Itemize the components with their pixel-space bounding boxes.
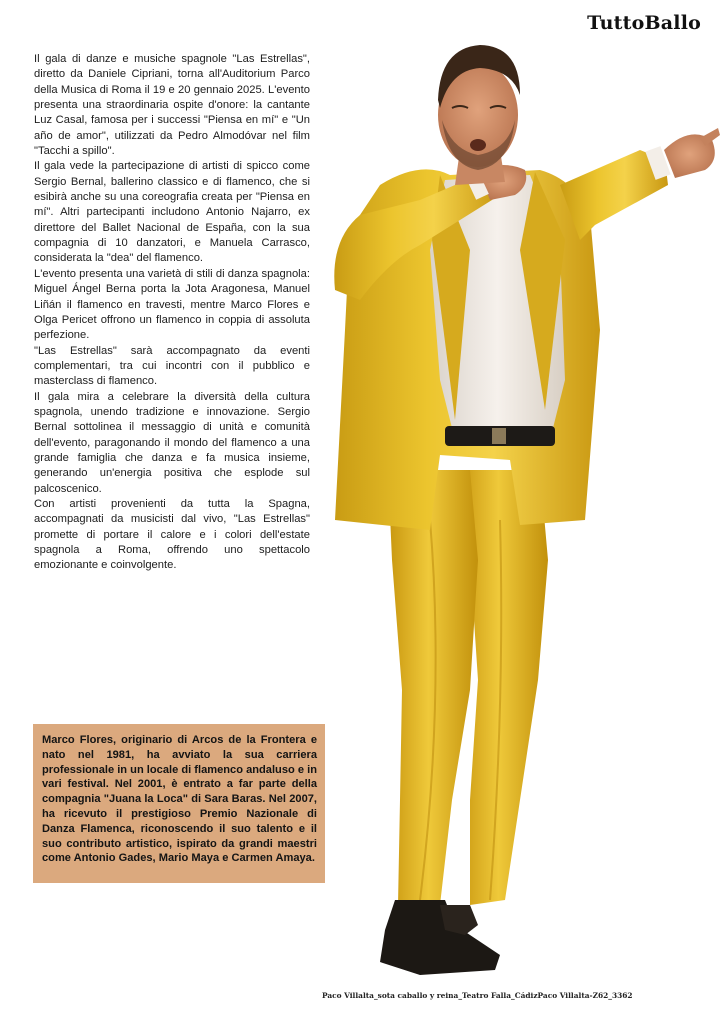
dancer-bio-box xyxy=(33,724,325,883)
magazine-logo: TuttoBallo xyxy=(587,12,701,34)
article-paragraph: Con artisti provenienti da tutta la Spagna, accompagnati da musicisti dal vivo, "Las Estrellas" promette di portare il calore e i colori dell'estate spagnola a Roma, offrendo uno spettacolo emozionante e coinvolgente. xyxy=(34,497,310,572)
article-paragraph: Il gala vede la partecipazione di artisti di spicco come Sergio Bernal, ballerino classico e di flamenco, che si esibirà anche su una coreografia creata per "Piensa en mí". Altri partecipanti includono Antonio Najarro, ex direttore del Ballet Nacional de España, con la sua compagnia di 10 danzatori, e Manuela Carrasco, considerata la "dea" del flamenco. xyxy=(34,160,310,265)
dancer-shoe xyxy=(380,900,500,975)
article-paragraph: "Las Estrellas" sarà accompagnato da eventi complementari, tra cui incontri con il pubblico e masterclass di flamenco. xyxy=(34,344,310,388)
article-paragraph: Il gala di danze e musiche spagnole "Las Estrellas", diretto da Daniele Cipriani, torna all'Auditorium Parco della Musica di Roma il 19 e 20 gennaio 2025. L'evento presenta una straordinaria ospite d'onore: la cantante Luz Casal, famosa per i successi "Piensa en mí" e "Un año de amor", utilizzati da Pedro Almodóvar nel film "Tacchi a spillo". xyxy=(34,53,310,158)
photo-credit: Paco Villalta_sota caballo y reina_Teatro Falla_CádizPaco Villalta-Z62_3362 xyxy=(322,991,633,1000)
article-paragraph: L'evento presenta una varietà di stili di danza spagnola: Miguel Ángel Berna porta la Jota Aragonesa, Manuel Liñán il flamenco en travesti, mentre Marco Flores e Olga Pericet offrono un flamenco in coppia di assoluta perfezione. xyxy=(34,267,310,342)
article-body xyxy=(34,52,310,574)
dancer-left-leg xyxy=(388,470,478,905)
article-paragraph: Il gala mira a celebrare la diversità della cultura spagnola, unendo tradizione e innovazione. Sergio Bernal sottolinea il messaggio di unità e comunità dell'evento, paragonando il mondo del flamenco a una grande famiglia che danza e fa musica insieme, generando un'energia positiva che esplode sul palcoscenico. xyxy=(34,390,310,495)
dancer-photo xyxy=(300,20,723,985)
dancer-bio-text: Marco Flores, originario di Arcos de la Frontera e nato nel 1981, ha avviato la sua carriera professionale in un locale di flamenco andaluso e in vari festival. Nel 2001, è entrato a far parte della compagnia "Juana la Loca" di Sara Baras. Nel 2007, ha ricevuto il prestigioso Premio Nazionale di Danza Flamenca, riconoscendo il suo talento e il suo contributo artistico, ispirato da grandi maestri come Antonio Gades, Mario Maya e Carmen Amaya. xyxy=(42,734,317,865)
